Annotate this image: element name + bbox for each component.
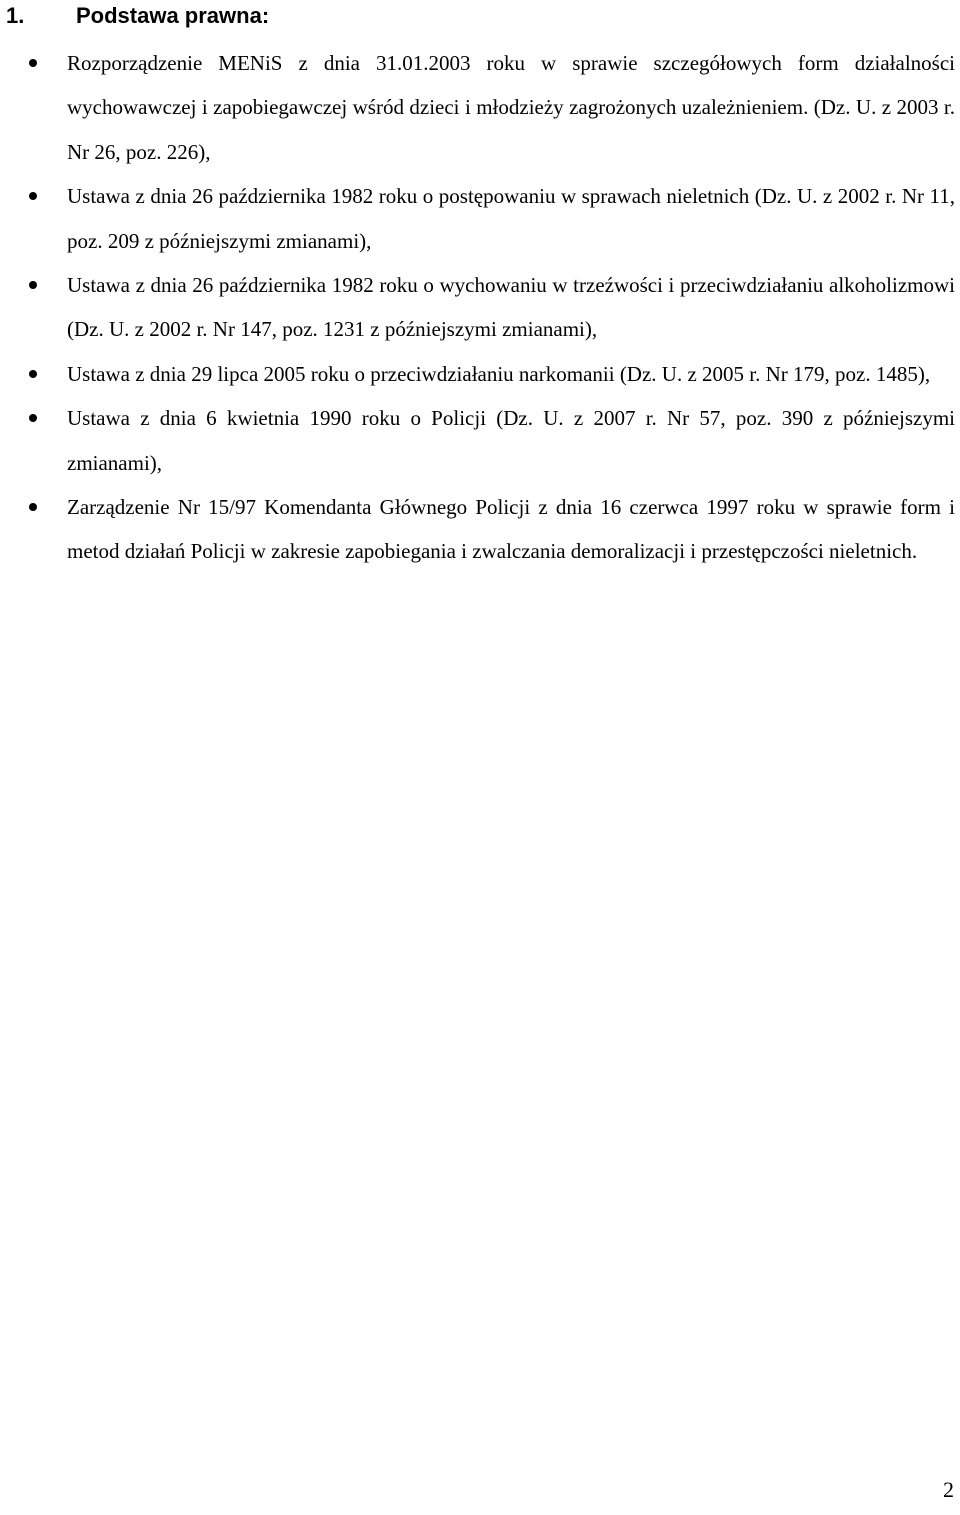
bullet-icon: [29, 370, 37, 378]
section-title: Podstawa prawna:: [76, 3, 270, 28]
list-item-text: Ustawa z dnia 6 kwietnia 1990 roku o Policji (Dz. U. z 2007 r. Nr 57, poz. 390 z późniejszymi zmianami),: [67, 406, 955, 475]
bullet-icon: [29, 59, 37, 67]
list-item: [67, 263, 955, 352]
bullet-icon: [29, 281, 37, 289]
list-item: [67, 485, 955, 574]
page-number: 2: [943, 1477, 954, 1502]
bullet-icon: [29, 414, 37, 422]
list-item-text: Ustawa z dnia 26 października 1982 roku o wychowaniu w trzeźwości i przeciwdziałaniu alkoholizmowi (Dz. U. z 2002 r. Nr 147, poz. 1231 z późniejszymi zmianami),: [67, 273, 955, 342]
list-item-text: Rozporządzenie MENiS z dnia 31.01.2003 roku w sprawie szczegółowych form działalności wychowawczej i zapobiegawczej wśród dzieci i młodzieży zagrożonych uzależnieniem. (Dz. U. z 2003 r. Nr 26, poz. 226),: [67, 51, 955, 164]
list-item: [67, 396, 955, 485]
list-item: [67, 352, 955, 396]
bullet-icon: [29, 192, 37, 200]
list-item-text: Ustawa z dnia 26 października 1982 roku o postępowaniu w sprawach nieletnich (Dz. U. z 2002 r. Nr 11, poz. 209 z późniejszymi zmianami),: [67, 184, 955, 253]
list-item: [67, 174, 955, 263]
legal-basis-list: [67, 41, 955, 574]
list-item-text: Ustawa z dnia 29 lipca 2005 roku o przeciwdziałaniu narkomanii (Dz. U. z 2005 r. Nr 179, poz. 1485),: [67, 361, 931, 386]
list-item-text: Zarządzenie Nr 15/97 Komendanta Głównego Policji z dnia 16 czerwca 1997 roku w sprawie form i metod działań Policji w zakresie zapobiegania i zwalczania demoralizacji i przestępczości nieletnich.: [67, 495, 955, 564]
bullet-icon: [29, 503, 37, 511]
list-item: [67, 41, 955, 174]
section-heading: [6, 2, 269, 30]
section-number: 1.: [6, 3, 25, 28]
